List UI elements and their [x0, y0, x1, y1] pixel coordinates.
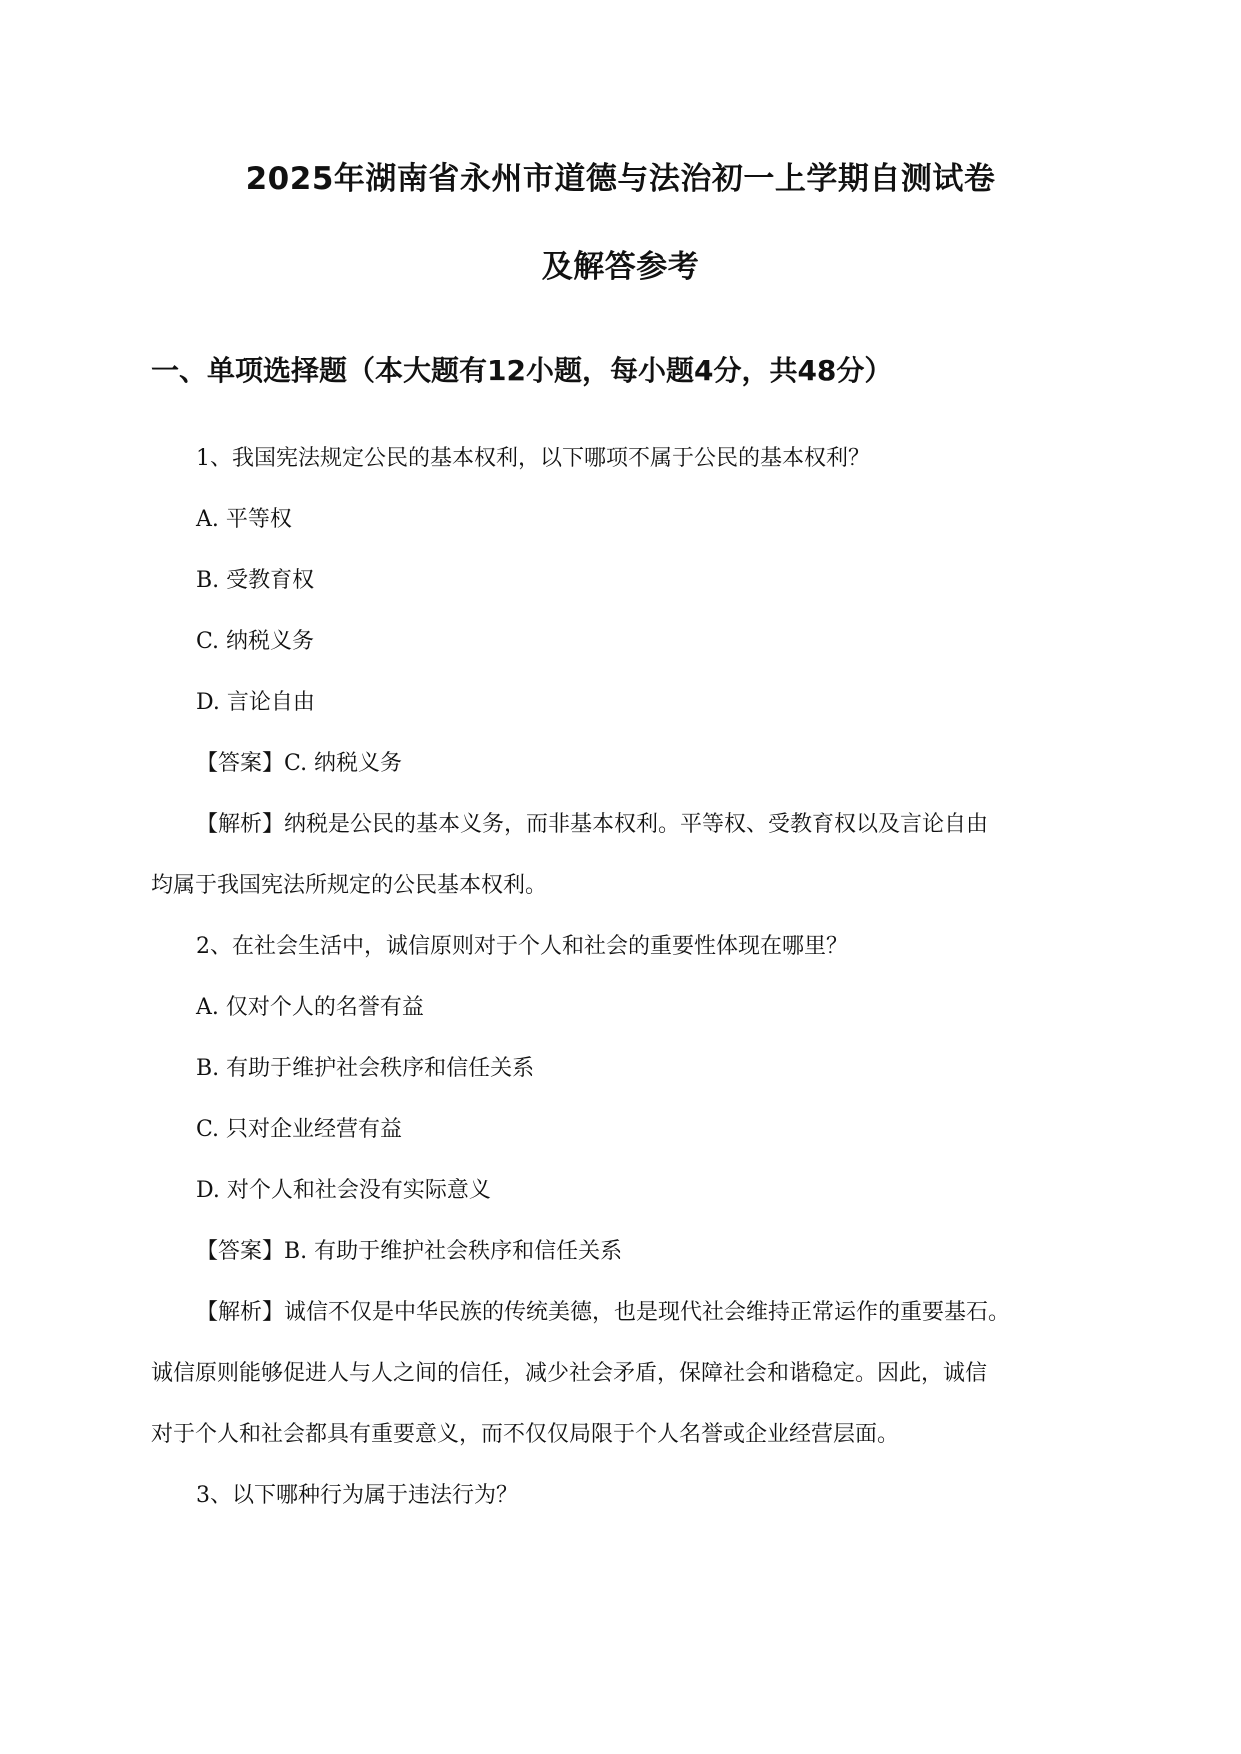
- analysis-text: 纳税是公民的基本义务，而非基本权利。平等权、受教育权以及言论自由: [284, 812, 989, 837]
- answer-text: C. 纳税义务: [284, 751, 403, 776]
- question-2-analysis-line1: [196, 1298, 1010, 1328]
- question-3-stem: 3、以下哪种行为属于违法行为？: [196, 1483, 518, 1508]
- section-heading: 一、单项选择题（本大题有12小题，每小题4分，共48分）: [151, 354, 893, 387]
- question-1-analysis-line1: [196, 810, 988, 840]
- question-2-option-d: D. 对个人和社会没有实际意义: [196, 1178, 491, 1203]
- question-2-option-b: B. 有助于维护社会秩序和信任关系: [196, 1056, 535, 1081]
- question-2-analysis-line2: 诚信原则能够促进人与人之间的信任，减少社会矛盾，保障社会和谐稳定。因此，诚信: [151, 1361, 988, 1386]
- question-2-option-c: C. 只对企业经营有益: [196, 1117, 403, 1142]
- answer-text: B. 有助于维护社会秩序和信任关系: [284, 1239, 623, 1264]
- question-1-option-d: D. 言论自由: [196, 690, 315, 715]
- question-1-option-a: A. 平等权: [196, 507, 292, 532]
- question-1-stem: 1、我国宪法规定公民的基本权利，以下哪项不属于公民的基本权利？: [196, 446, 870, 471]
- analysis-label: 【解析】: [196, 812, 285, 837]
- question-1-option-c: C. 纳税义务: [196, 629, 315, 654]
- analysis-label: 【解析】: [196, 1300, 285, 1325]
- analysis-text: 诚信不仅是中华民族的传统美德，也是现代社会维持正常运作的重要基石。: [284, 1300, 1011, 1325]
- question-1-answer: [196, 749, 402, 779]
- answer-label: 【答案】: [196, 1239, 285, 1264]
- document-title-line2: 及解答参考: [541, 249, 700, 285]
- question-1-analysis-line2: 均属于我国宪法所规定的公民基本权利。: [151, 873, 548, 898]
- question-1-option-b: B. 受教育权: [196, 568, 315, 593]
- document-title-line1: 2025年湖南省永州市道德与法治初一上学期自测试卷: [245, 161, 996, 197]
- question-2-answer: [196, 1237, 622, 1267]
- answer-label: 【答案】: [196, 751, 285, 776]
- question-2-stem: 2、在社会生活中，诚信原则对于个人和社会的重要性体现在哪里？: [196, 934, 848, 959]
- question-2-option-a: A. 仅对个人的名誉有益: [196, 995, 424, 1020]
- question-2-analysis-line3: 对于个人和社会都具有重要意义，而不仅仅局限于个人名誉或企业经营层面。: [151, 1422, 900, 1447]
